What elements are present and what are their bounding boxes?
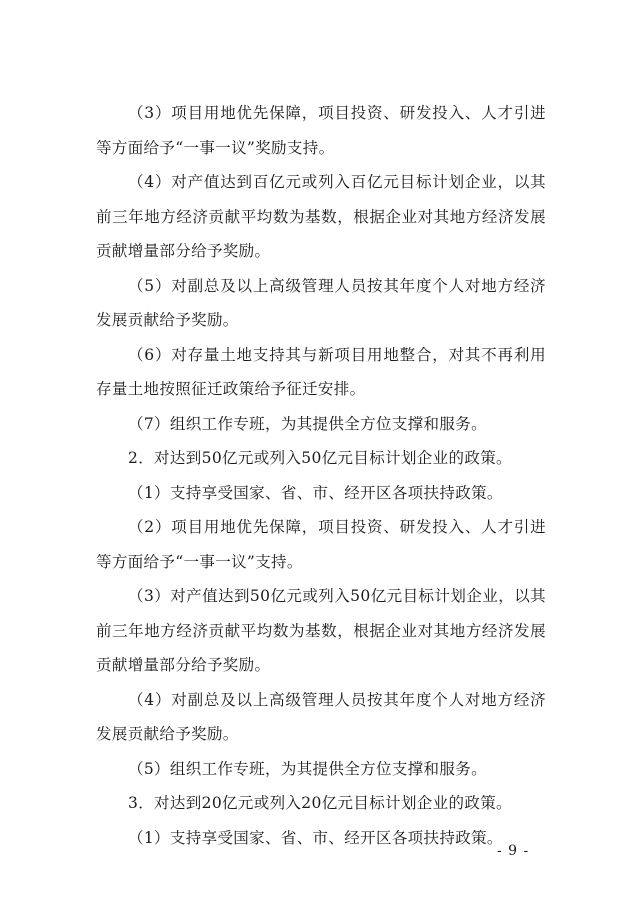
paragraph-7: （1）支持享受国家、省、市、经开区各项扶持政策。: [128, 483, 503, 502]
page-number: - 9 -: [497, 843, 530, 859]
paragraph-8: （2）项目用地优先保障，项目投资、研发投入、人才引进等方面给予“一事一议”支持。: [96, 518, 546, 571]
document-body: [96, 96, 546, 855]
section-heading-2: 2．对达到50亿元或列入50亿元目标计划企业的政策。: [128, 449, 512, 467]
paragraph-11: （5）组织工作专班，为其提供全方位支撑和服务。: [128, 759, 487, 778]
paragraph-2: （4）对产值达到百亿元或列入百亿元目标计划企业，以其前三年地方经济贡献平均数为基数，根据企业对其地方经济发展贡献增量部分给予奖励。: [96, 173, 546, 260]
paragraph-9: （3）对产值达到50亿元或列入50亿元目标计划企业，以其前三年地方经济贡献平均数为基数，根据企业对其地方经济发展贡献增量部分给予奖励。: [96, 587, 546, 674]
paragraph-4: （6）对存量土地支持其与新项目用地整合，对其不再利用存量土地按照征迁政策给予征迁安排。: [96, 345, 546, 398]
paragraph-10: （4）对副总及以上高级管理人员按其年度个人对地方经济发展贡献给予奖励。: [96, 690, 546, 743]
paragraph-3: （5）对副总及以上高级管理人员按其年度个人对地方经济发展贡献给予奖励。: [96, 276, 546, 329]
paragraph-5: （7）组织工作专班，为其提供全方位支撑和服务。: [128, 414, 487, 433]
paragraph-13: （1）支持享受国家、省、市、经开区各项扶持政策。: [128, 828, 503, 847]
paragraph-1: （3）项目用地优先保障，项目投资、研发投入、人才引进等方面给予“一事一议”奖励支持。: [96, 104, 546, 157]
section-heading-3: 3．对达到20亿元或列入20亿元目标计划企业的政策。: [128, 794, 512, 812]
